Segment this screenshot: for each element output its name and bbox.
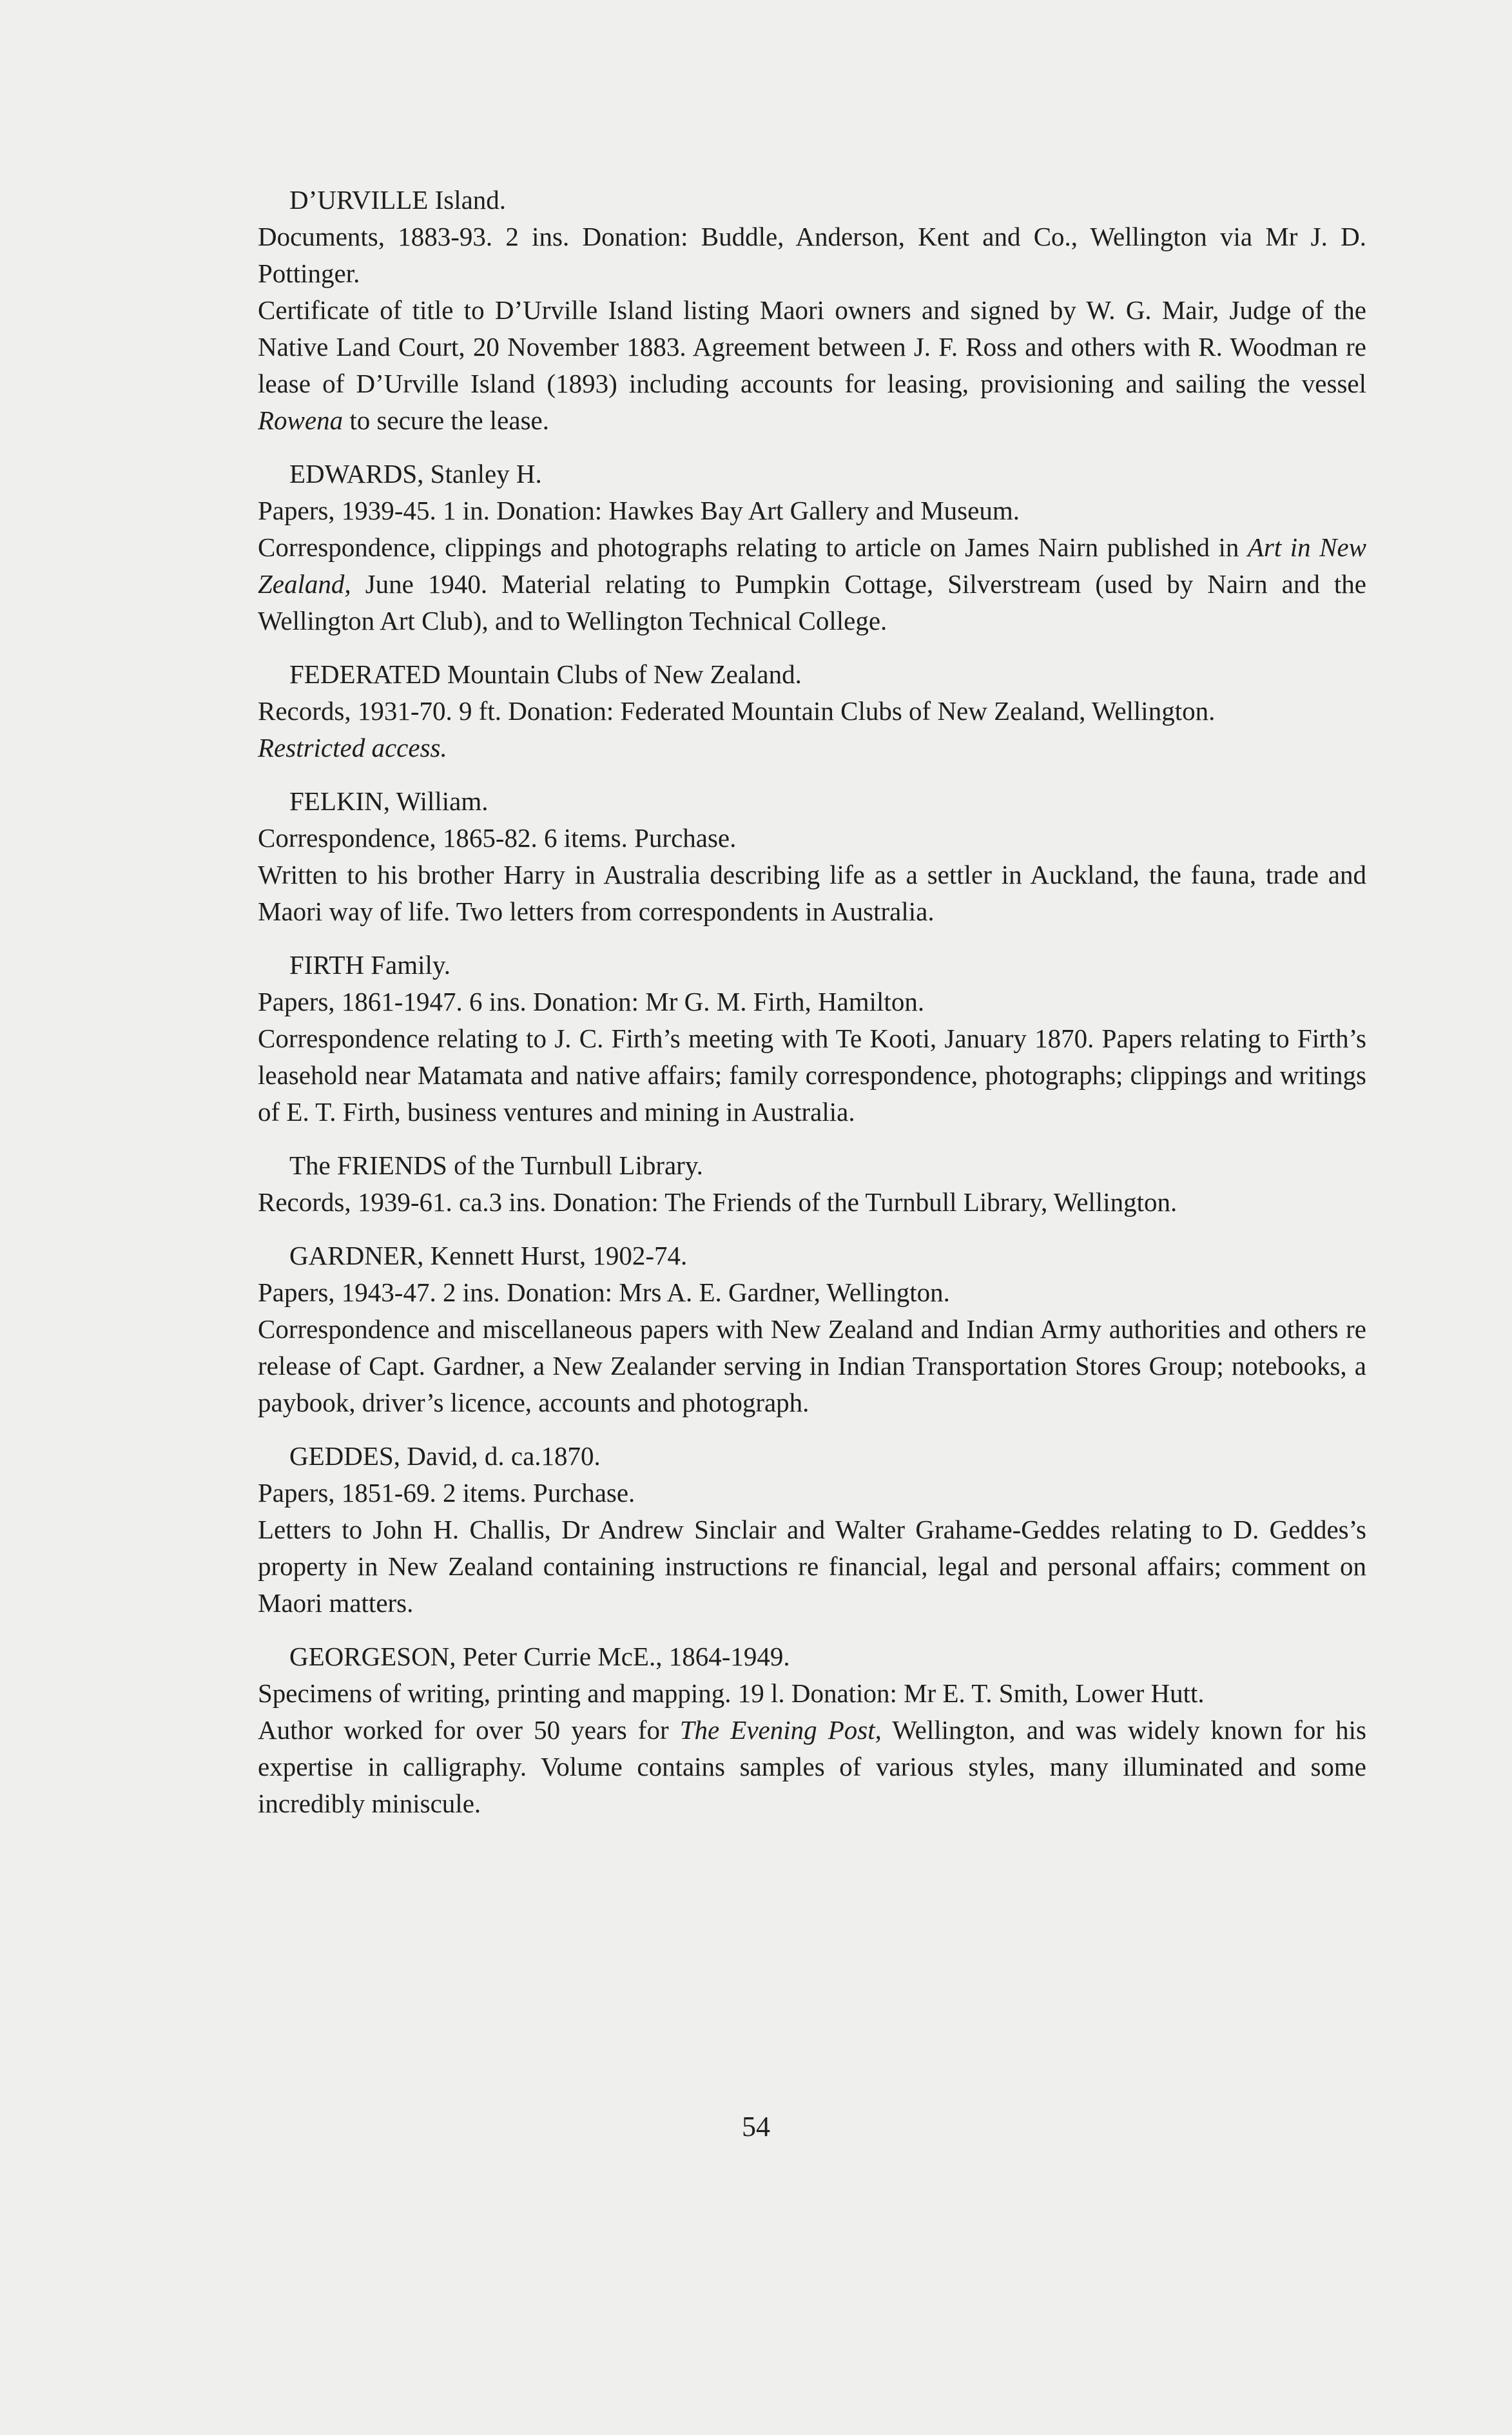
- entry-details: Specimens of writing, printing and mapping. 19 l. Donation: Mr E. T. Smith, Lower Hutt.: [258, 1678, 1205, 1708]
- entry-details: Papers, 1861-1947. 6 ins. Donation: Mr G. M. Firth, Hamilton.: [258, 987, 925, 1016]
- entry-durville-island: [258, 182, 1366, 439]
- description-text-end: to secure the lease.: [343, 405, 549, 435]
- entry-heading: FEDERATED Mountain Clubs of New Zealand.: [289, 659, 802, 689]
- description-text-end: Wellington, and was widely known for his expertise in calligraphy. Volume contains samples of various styles, many illuminated and some incredibly miniscule.: [258, 1715, 1366, 1818]
- description-text-end: June 1940. Material relating to Pumpkin Cottage, Silverstream (used by Nairn and the Wellington Art Club), and to Wellington Technical College.: [258, 569, 1366, 635]
- entry-federated-mountain-clubs: [258, 656, 1366, 766]
- entry-geddes: [258, 1438, 1366, 1622]
- catalogue-entries: [258, 182, 1366, 1839]
- entry-description: [258, 529, 1366, 639]
- entry-heading: The FRIENDS of the Turnbull Library.: [289, 1150, 703, 1180]
- entry-description: Letters to John H. Challis, Dr Andrew Sinclair and Walter Grahame-Geddes relating to D. Geddes’s property in New Zealand containing instructions re financial, legal and personal affairs; comment on Maori matters.: [258, 1515, 1366, 1618]
- entry-details: Records, 1939-61. ca.3 ins. Donation: The Friends of the Turnbull Library, Wellington.: [258, 1187, 1178, 1217]
- entry-heading: EDWARDS, Stanley H.: [289, 459, 542, 489]
- entry-description: Correspondence relating to J. C. Firth’s meeting with Te Kooti, January 1870. Papers relating to Firth’s leasehold near Matamata and native affairs; family correspondence, photographs; clippings and writings of E. T. Firth, business ventures and mining in Australia.: [258, 1023, 1366, 1127]
- description-text: Author worked for over 50 years for: [258, 1715, 680, 1745]
- entry-firth-family: [258, 947, 1366, 1130]
- entry-details: Papers, 1939-45. 1 in. Donation: Hawkes Bay Art Gallery and Museum.: [258, 496, 1020, 525]
- entry-details: Papers, 1851-69. 2 items. Purchase.: [258, 1478, 635, 1508]
- description-text: Certificate of title to D’Urville Island listing Maori owners and signed by W. G. Mair, Judge of the Native Land Court, 20 November 1883. Agreement between J. F. Ross and others with R. Woodman re lease of D’Urville Island (1893) including accounts for leasing, provisioning and sailing the vessel: [258, 295, 1366, 398]
- entry-friends-turnbull: [258, 1147, 1366, 1221]
- vessel-name: Rowena: [258, 405, 344, 435]
- entry-details: Records, 1931-70. 9 ft. Donation: Federated Mountain Clubs of New Zealand, Wellington.: [258, 696, 1216, 726]
- entry-details: Documents, 1883-93. 2 ins. Donation: Buddle, Anderson, Kent and Co., Wellington via Mr J. D. Pottinger.: [258, 222, 1366, 288]
- entry-gardner: [258, 1237, 1366, 1421]
- entry-details: Papers, 1943-47. 2 ins. Donation: Mrs A. E. Gardner, Wellington.: [258, 1277, 950, 1307]
- entry-georgeson: [258, 1638, 1366, 1822]
- entry-felkin: [258, 783, 1366, 930]
- entry-heading: GEORGESON, Peter Currie McE., 1864-1949.: [289, 1642, 790, 1671]
- entry-description: Correspondence and miscellaneous papers with New Zealand and Indian Army authorities and others re release of Capt. Gardner, a New Zealander serving in Indian Transportation Stores Group; notebooks, a paybook, driver’s licence, accounts and photograph.: [258, 1314, 1366, 1417]
- entry-heading: FELKIN, William.: [289, 786, 489, 816]
- entry-description: [258, 1712, 1366, 1822]
- entry-heading: GEDDES, David, d. ca.1870.: [289, 1441, 601, 1471]
- entry-heading: FIRTH Family.: [289, 950, 451, 980]
- page-number: 54: [742, 2111, 770, 2142]
- entry-description: Written to his brother Harry in Australia describing life as a settler in Auckland, the fauna, trade and Maori way of life. Two letters from correspondents in Australia.: [258, 860, 1366, 926]
- entry-heading: GARDNER, Kennett Hurst, 1902-74.: [289, 1241, 688, 1270]
- description-text: Correspondence, clippings and photographs relating to article on James Nairn published in: [258, 532, 1248, 562]
- entry-edwards: [258, 456, 1366, 639]
- publication-title: Art in New Zealand,: [258, 532, 1366, 599]
- entry-heading: D’URVILLE Island.: [289, 185, 507, 215]
- entry-description: [258, 292, 1366, 439]
- entry-details: Correspondence, 1865-82. 6 items. Purchase.: [258, 823, 737, 853]
- newspaper-title: The Evening Post,: [679, 1715, 882, 1745]
- access-note: Restricted access.: [258, 733, 447, 762]
